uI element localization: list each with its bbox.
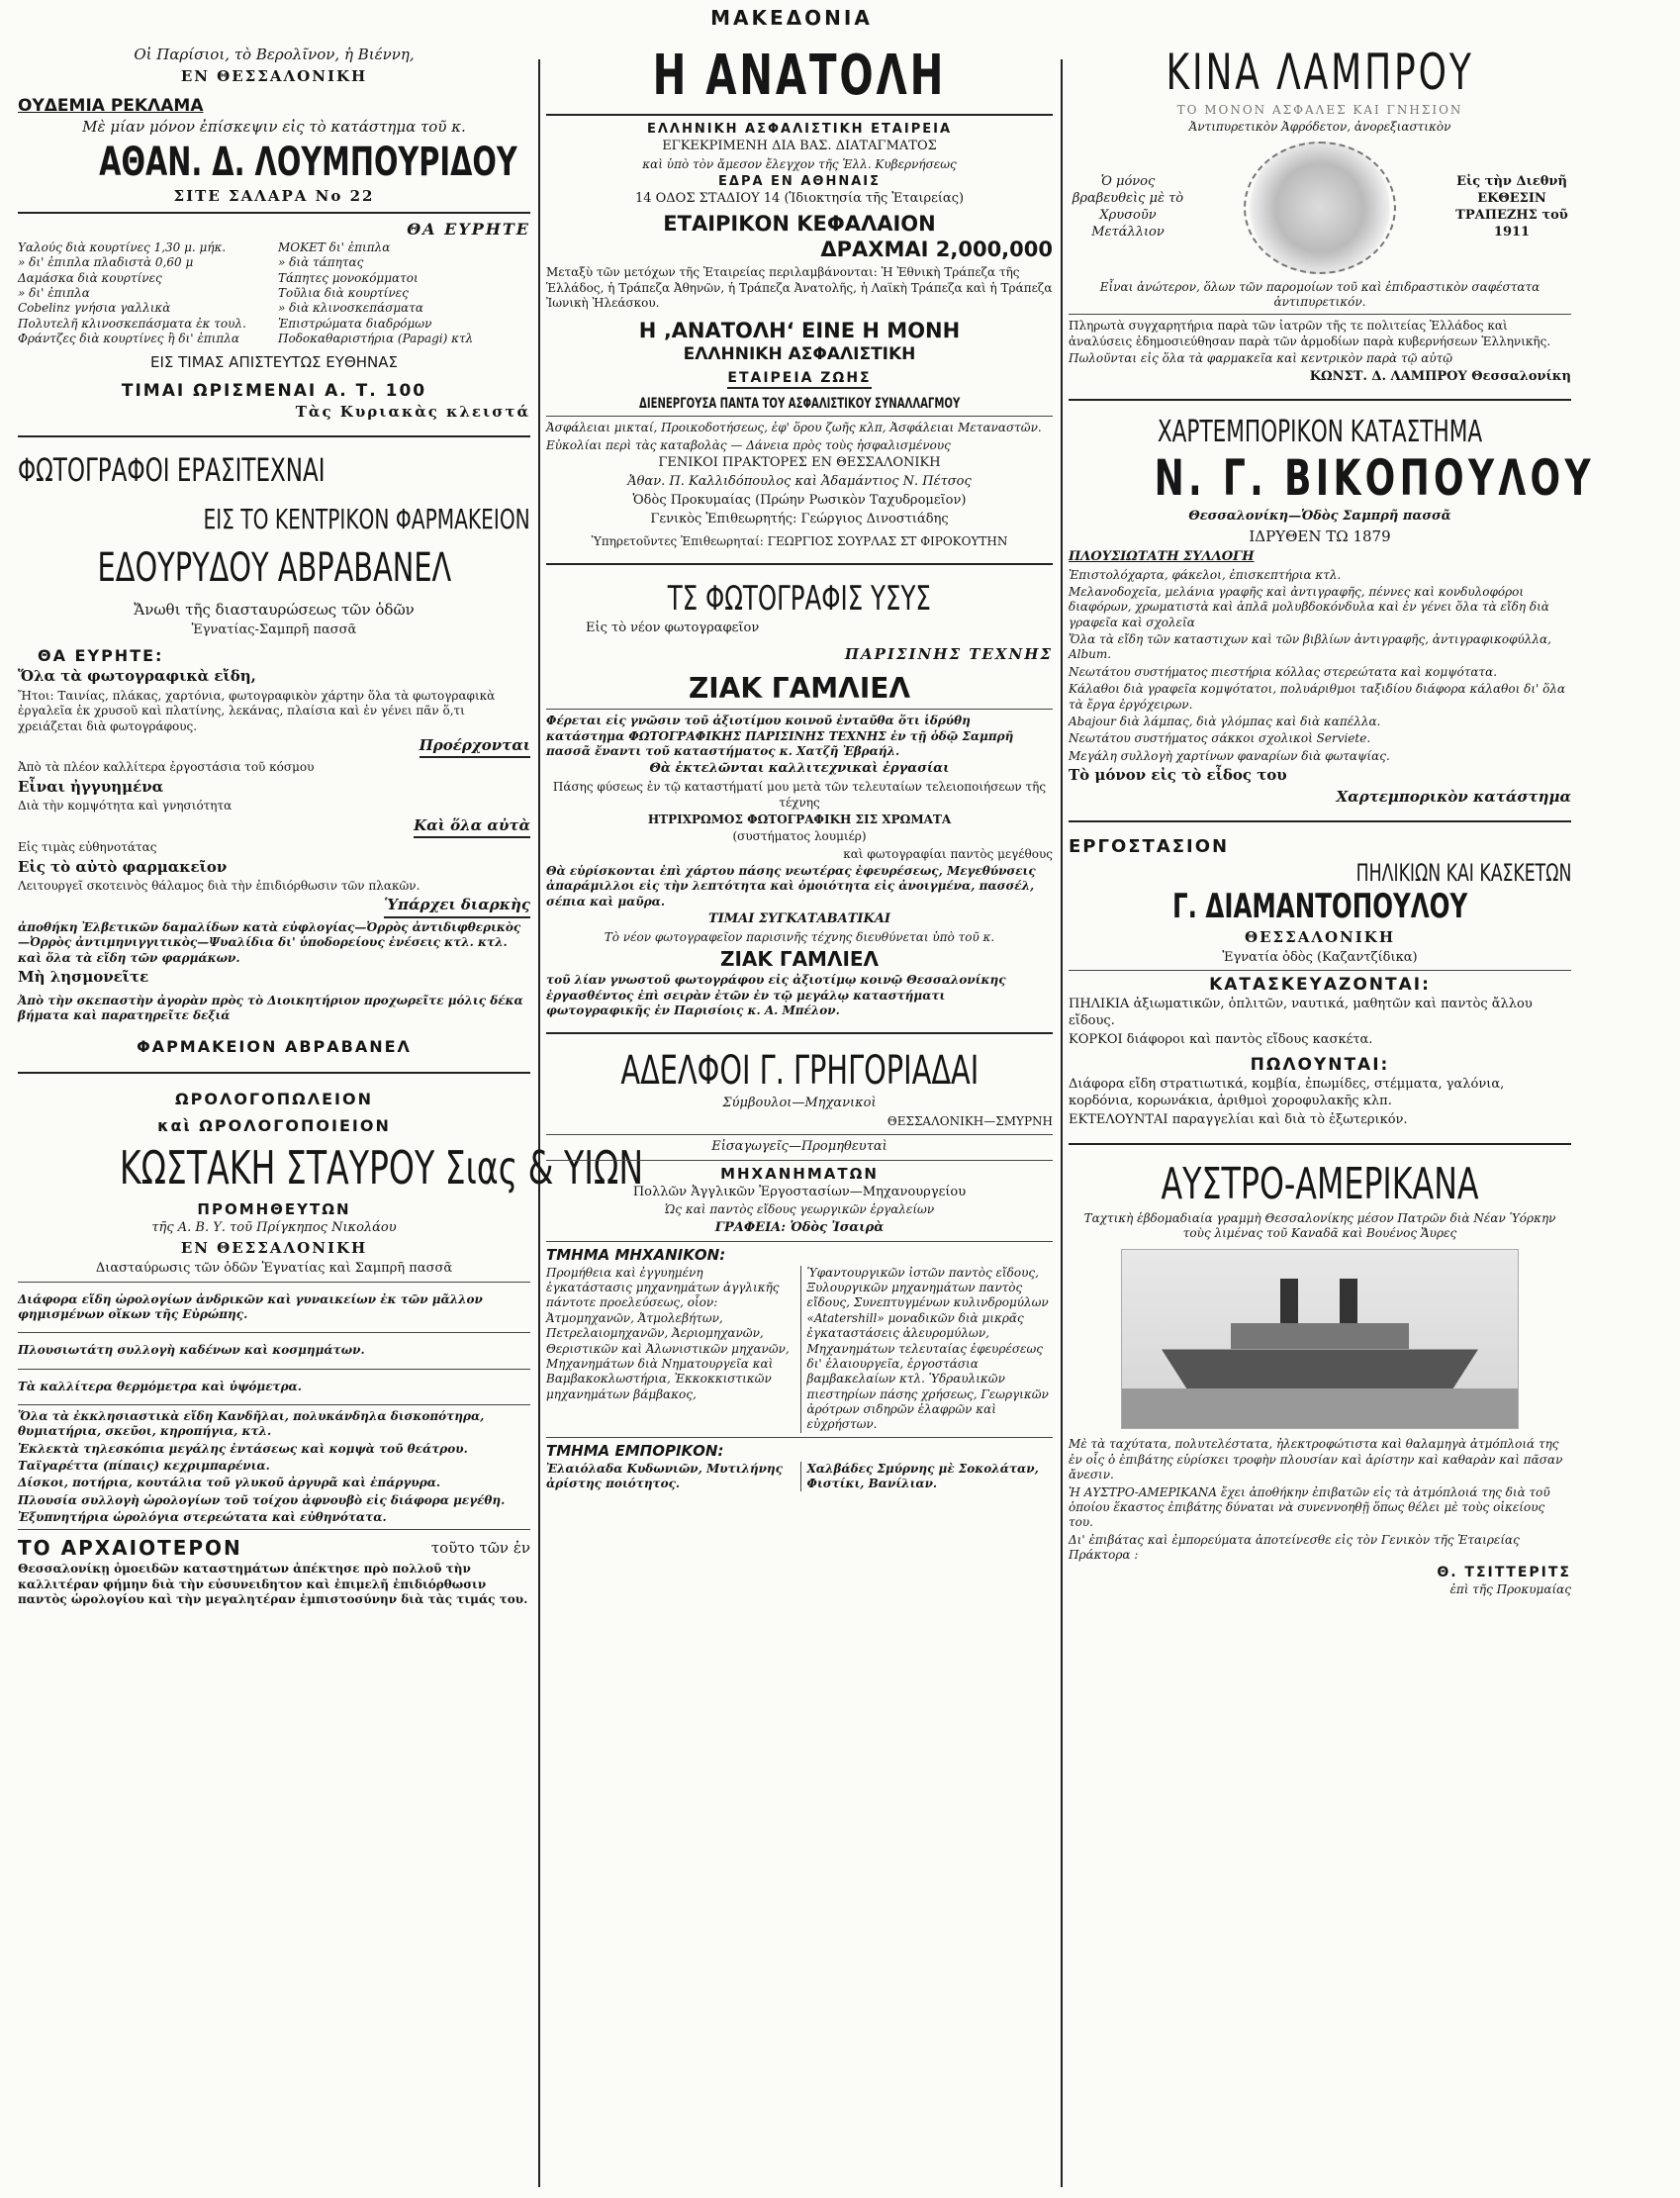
body-text: Ἀπὸ τὴν σκεπαστὴν ἀγορὰν πρὸς τὸ Διοικητήριον πρoχωρεῖτε μόλις δέκα βήματα καὶ παρατηρεῖτε δεξιά: [18, 993, 523, 1022]
body-text: Τὸ νέον φωτογραφεῖον παρισινῆς τέχνης διευθύνεται ὑπὸ τοῦ κ.: [604, 929, 995, 944]
agents-names: Ἀθαν. Π. Καλλιδόπουλος καὶ Ἀδαμάντιος Ν. Πέτσος: [627, 473, 972, 489]
body-text: Μεταξὺ τῶν μετόχων τῆς Ἑταιρείας περιλαμβάνονται: Ἡ Ἐθνικὴ Τράπεζα τῆς Ἑλλάδος, ἡ Τράπεζα Ἀθηνῶν, ἡ Τράπεζα Ἀνατολῆς, ἡ Λαϊκὴ Τράπεζα καὶ ἡ Τράπεζα Ἰωνικὴ Ἠλεάσκου.: [546, 265, 1053, 310]
headline: Η ‚ΑΝΑΤΟΛΗ‘ ΕΙΝΕ Η ΜΟΝΗ: [638, 319, 961, 343]
seat-line: ΕΔΡΑ ΕΝ ΑΘΗΝΑΙΣ: [718, 174, 881, 190]
body-text: Τὰ καλλίτερα θερμόμετρα καὶ ὑψόμετρα.: [18, 1379, 302, 1393]
list-item: Δαμάσκα διὰ κουρτίνες: [18, 270, 162, 285]
body-text: Εἰς τὸ αὐτὸ φαρμακεῖον: [18, 857, 228, 876]
body-text: Μὲ τὰ ταχύτατα, πολυτελέστατα, ἠλεκτροφώτιστα καὶ θαλαμηγὰ ἀτμόπλοιά της ἐν οἷς ὁ ἐπιβάτης εὑρίσκει τροφὴν πλουσίαν καὶ ἀρίστην καὶ καθαρὰν καὶ πᾶσαν ἄνεσιν.: [1069, 1437, 1563, 1482]
ad-heading: ΟΥΔΕΜΙΑ ΡΕΚΛΑΜΑ: [18, 96, 204, 116]
list-item: ΜΟΚΕΤ δι' ἐπιπλα: [278, 240, 391, 254]
section-label: Ὑπάρχει διαρκὴς: [384, 896, 530, 918]
body-text: Ἀπὸ τὰ πλέον καλλίτερα ἐργοστάσια τοῦ κόσμου: [18, 760, 315, 775]
body-text: Μεγάλη συλλογὴ χαρτίνων φαναρίων διὰ φωταψίας.: [1069, 748, 1390, 763]
body-text: Δίσκοι, ποτήρια, κουτάλια τοῦ γλυκοῦ ἀργυρᾶ καὶ ἐπάργυρα.: [18, 1476, 441, 1490]
ad-heading: ΠΑΡΙΣΙΝΗΣ ΤΕΧΝΗΣ: [844, 644, 1053, 663]
body-text: ΚΟΡΚΟΙ διάφοροι καὶ παντὸς εἴδους κασκέτα.: [1069, 1032, 1373, 1048]
headline: ΔΙΕΝΕΡΓΟΥΣΑ ΠΑΝΤΑ ΤΟΥ ΑΣΦΑΛΙΣΤΙΚΟΥ ΣΥΝΑΛΛΑΓΜΟΥ: [638, 396, 961, 413]
dept-heading: ΤΜΗΜΑ ΜΗΧΑΝΙΚΟΝ:: [546, 1245, 726, 1264]
company-subtitle: Σύμβουλοι—Μηχανικοὶ: [722, 1096, 877, 1111]
body-text: Ταϊγαρέττα (πίπαις) κεχριμπαρένια.: [18, 1459, 270, 1474]
column-center: [546, 44, 1053, 2191]
product-subtitle: ΤΟ ΜΟΝΟΝ ΑΣΦΑΛΕΣ ΚΑΙ ΓΝΗΣΙΟΝ: [1176, 103, 1463, 117]
headline: ΕΤΑΙΡΕΙΑ ΖΩΗΣ: [727, 370, 871, 389]
list-item: Τοῦλια διὰ κουρτίνες: [278, 286, 409, 301]
ad-title: ΦΩΤΟΓΡΑΦΟΙ ΕΡΑΣΙΤΕΧΝΑΙ: [18, 451, 326, 490]
section-label: ΚΑΤΑΣΚΕΥΑΖΟΝΤΑΙ:: [1209, 975, 1431, 996]
company-title: Η ΑΝΑΤΟΛΗ: [652, 44, 947, 108]
column-divider: [1061, 59, 1063, 2187]
advert-grigoriadai: [546, 1048, 1053, 1491]
body-text: Abajour διὰ λάμπας, διὰ γλόμπας καὶ διὰ καπέλλα.: [1069, 714, 1381, 728]
machines-heading: ΜΗΧΑΝΗΜΑΤΩΝ: [720, 1164, 879, 1183]
photographer-name: ΖΙΑΚ ΓΑΜΛΙΕΛ: [719, 947, 880, 972]
address-line: Ἐγνατίας-Σαμπρῆ πασσᾶ: [191, 621, 357, 637]
list-item: » διὰ κλινοσκεπάσματα: [278, 301, 424, 316]
address-line: 14 ΟΔΟΣ ΣΤΑΔΙΟΥ 14 (Ἰδιοκτησία τῆς Ἑταιρείας): [634, 191, 965, 207]
advert-austro-americana: [1069, 1159, 1571, 1598]
body-text: καὶ φωτογραφίαι παντὸς μεγέθους: [843, 846, 1053, 861]
office-line: ΓΡΑΦΕΙΑ: Ὁδὸς Ἰσαιρὰ: [714, 1219, 885, 1235]
cities-line: ΘΕΣΣΑΛΟΝΙΚΗ—ΣΜΥΡΝΗ: [887, 1114, 1053, 1129]
company-title: ΑΔΕΛΦΟΙ Γ. ΓΡΗΓΟΡΙΑΔΑΙ: [620, 1048, 979, 1095]
list-item: » δι' ἐπιπλα πλαδιστὰ 0,60 μ: [18, 255, 194, 270]
trade-dept-right: Χαλβάδες Σμύρνης μὲ Σοκολάταν, Φιστίκι, Βανίλιαν.: [800, 1462, 1054, 1492]
headline: ΕΛΛΗΝΙΚΗ ΑΣΦΑΛΙΣΤΙΚΗ: [683, 344, 916, 365]
collection-label: ΠΛΟΥΣΙΩΤΑΤΗ ΣΥΛΛΟΓΗ: [1069, 548, 1255, 564]
list-item: Υαλούς διὰ κουρτίνες 1,30 μ. μήκ.: [18, 240, 227, 254]
company-type: ΕΛΛΗΝΙΚΗ ΑΣΦΑΛΙΣΤΙΚΗ ΕΤΑΙΡΕΙΑ: [646, 122, 953, 137]
advert-lamprou: [1069, 44, 1571, 385]
route-line: Ταχτικὴ ἑβδομαδιαία γραμμὴ Θεσσαλονίκης μέσον Πατρῶν διὰ Νέαν Ὑόρκην τοὺς λιμένας τοῦ Καναδᾶ καὶ Βουένος Ἄυρες: [1083, 1210, 1556, 1241]
advert-diamantopoulou: [1069, 836, 1571, 1129]
body-text: Διάφορα εἴδη ὡρολογίων ἀνδρικῶν καὶ γυναικείων ἐκ τῶν μᾶλλον φημισμένων οἴκων τῆς Εὐρώπης.: [18, 1291, 483, 1321]
section-label: ΠΩΛΟΥΝΤΑΙ:: [1250, 1055, 1390, 1076]
address-line: Ἄνωθι τῆς διασταυρώσεως τῶν ὁδῶν: [134, 601, 415, 620]
body-text: Νεωτάτου συστήματος σάκκοι σχολικοὶ Serviete.: [1069, 731, 1371, 746]
company-title: ΑΥΣΤΡΟ-ΑΜΕΡΙΚΑΝΑ: [1161, 1158, 1479, 1209]
trade-dept-left: Ἐλαιόλαδα Κυδωνιῶν, Μυτιλήνης ἀρίστης ποιότητος.: [546, 1461, 783, 1491]
body-text: Μὴ λησμονεῖτε: [18, 968, 149, 986]
body-text: ΕΚΤΕΛΟΥΝΤΑΙ παραγγελίαι καὶ διὰ τὸ ἐξωτερικόν.: [1069, 1111, 1408, 1127]
address-line: Ἐγνατία ὁδὸς (Καζαντζίδικα): [1222, 949, 1418, 965]
list-item: » δι' ἐπιπλα: [18, 286, 90, 301]
patron-line: τῆς Α. Β. Υ. τοῦ Πρίγκηπος Νικολάου: [151, 1220, 397, 1236]
steamship-image: [1121, 1249, 1519, 1429]
body-text: Πληρωτὰ συγχαρητήρια παρὰ τῶν ἰατρῶν τῆς τε πολιτείας Ἑλλάδος καὶ ἀναλύσεις ἐδημοσιεύθησαν παρὰ τῶν ἀρμοδίων παρὰ κυβερνήσεων Ἑλληνικῆς.: [1069, 319, 1551, 348]
agents-address: Ὁδὸς Προκυμαίας (Πρώην Ρωσικὸν Ταχυδρομεῖον): [632, 492, 967, 508]
body-text: ἀποθήκη Ἐλβετικῶν δαμαλίδων κατὰ εὐφλογίας—Ὀρρὸς ἀντιδιφθερικὸς —Ὀρρὸς ἀντιμηνιγγιτικὸς—Ψυαλίδια δι' ὑποδορείους ἐνέσεις κτλ. κτλ. καὶ ὅλα τὰ εἴδη τῶν φαρμάκων.: [18, 919, 521, 965]
seal-icon: [1244, 142, 1396, 274]
photographer-name: ΖΙΑΚ ΓΑΜΛΙΕΛ: [688, 672, 911, 706]
ad-line: Μὲ μίαν μόνον ἐπίσκεψιν εἰς τὸ κατάστημα τοῦ κ.: [82, 118, 466, 136]
list-item: Ποδοκαθαριστήρια (Papagi) κτλ: [278, 332, 474, 346]
trade-dept-columns: [546, 1462, 1053, 1492]
body-text: Νεωτάτου συστήματος πιεστήρια κόλλας στερεώτατα καὶ κομψότατα.: [1069, 664, 1498, 679]
founded-line: ΙΔΡΥΘΕΝ ΤΩ 1879: [1249, 527, 1391, 546]
shop-owner-name: ΑΘΑΝ. Δ. ΛΟΥΜΠΟΥΡΙΔΟΥ: [99, 139, 517, 185]
body-text: Λειτουργεῖ σκοτεινὸς θάλαμος διὰ τὴν ἐπιδιόρθωσιν τῶν πλακῶν.: [18, 879, 420, 894]
body-text: Ὅλα τὰ ἐκκλησιαστικὰ εἴδη Κανδῆλαι, πολυκάνδηλα δισκοπότηρα, θυμιατήρια, σκεῦοι, κηροπήγια, κτλ.: [18, 1408, 485, 1439]
inspector-line: Γενικὸς Ἐπιθεωρητής: Γεώργιος Δινοστιάδης: [650, 511, 949, 526]
body-text: Θὰ εὑρίσκονται ἐπὶ χάρτου πάσης νεωτέρας ἐφευρέσεως, Μεγεθύνσεις ἀπαράμιλλοι εἰς τὴν λεπτότητα καὶ ὁμοιότητα εἰς ἀνοιγμένα, πασσέλ, σέπια καὶ μαῦρα.: [546, 864, 1036, 908]
body-text: ΤΙΜΑΙ ΣΥΓΚΑΤΑΒΑΤΙΚΑΙ: [708, 911, 890, 927]
factory-subtitle: ΠΗΛΙΚΙΩΝ ΚΑΙ ΚΑΣΚΕΤΩΝ: [1355, 859, 1571, 887]
control-line: καὶ ὑπὸ τὸν ἄμεσον ἔλεγχον τῆς Ἑλλ. Κυβερνήσεως: [642, 156, 957, 171]
ad-title: ΕΙΣ ΤΟ ΚΕΝΤΡΙΚΟΝ ΦΑΡΜΑΚΕΙΟΝ: [203, 503, 530, 536]
agents-label: ΓΕΝΙΚΟΙ ΠΡΑΚΤΟΡΕΣ ΕΝ ΘΕΣΣΑΛΟΝΙΚΗ: [658, 454, 941, 470]
body-text: Εὐκολίαι περὶ τὰς καταβολὰς — Δάνεια πρὸς τοὺς ἠσφαλισμένους: [546, 437, 951, 452]
advert-vikopoulou: [1069, 415, 1595, 807]
machines-line: Πολλῶν Ἀγγλικῶν Ἐργοστασίων—Μηχανουργείου: [632, 1184, 967, 1199]
body-text: Ἀσφάλειαι μικταί, Προικοδοτήσεως, ἐφ' ὅρου ζωῆς κλπ, Ἀσφάλειαι Μεταναστῶν.: [546, 421, 1042, 435]
body-text: Ἤτοι: Ταινίας, πλάκας, χαρτόνια, φωτογραφικὸν χάρτην ὅλα τὰ φωτογραφικὰ ἐργαλεῖα ἐκ χρυσοῦ καὶ πλατίνης, λεκάνας, πλαίσια καὶ ἐν γένει πᾶν ὅ,τι χρειάζεται διὰ φωτογράφους.: [18, 688, 496, 733]
ad-title: ΤΣ ΦΩΤΟΓΡΑΦΙΣ ΥΣΥΣ: [667, 578, 932, 619]
body-text: Δι' ἐπιβάτας καὶ ἐμπορεύματα ἀποτείνεσθε εἰς τὸν Γενικὸν τῆς Ἑταιρείας Πράκτορα :: [1069, 1532, 1520, 1562]
ad-heading: καὶ ΩΡΟΛΟΓΟΠΟΙΕΙΟΝ: [157, 1116, 391, 1136]
ad-heading: ΩΡΟΛΟΓΟΠΩΛΕΙΟΝ: [175, 1090, 373, 1109]
factory-title: ΕΡΓΟΣΤΑΣΙΟΝ: [1069, 836, 1230, 857]
list-item: » διὰ τάπητας: [278, 255, 364, 270]
intro-line: Οἱ Παρίσιοι, τὸ Βερολῖνον, ἡ Βιέννη,: [134, 46, 415, 63]
body-text: (συστήματος λουμιέρ): [732, 829, 867, 844]
supplier-label: ΠΡΟΜΗΘΕΥΤΩΝ: [197, 1200, 351, 1219]
body-text: Πλουσία συλλογὴ ὡρολογίων τοῦ τοίχου ἀφνουβὸ εἰς διάφορα μεγέθη.: [18, 1492, 506, 1507]
section-label: Καὶ ὅλα αὐτὰ: [414, 816, 530, 839]
factory-owner: Γ. ΔΙΑΜΑΝΤΟΠΟΥΛΟΥ: [1171, 887, 1468, 926]
body-text: Ὅλα τὰ φωτογραφικὰ εἴδη,: [18, 667, 256, 686]
body-text: Πάσης φύσεως ἐν τῷ καταστήματί μου μετὰ τῶν τελευταίων τελειοποιήσεων τῆς τέχνης: [552, 780, 1047, 810]
body-text: Διάφορα εἴδη στρατιωτικά, κομβία, ἐπωμίδες, στέμματα, γαλόνια, κορδόνια, κορωνάκια, ἀριθμοὶ χοροφυλακῆς κλπ.: [1069, 1077, 1505, 1108]
body-text: Εἰς τιμὰς εὐθηνοτάτας: [18, 840, 157, 855]
agent-name: Θ. ΤΣΙΤΤΕΡΙΤΣ: [1437, 1565, 1571, 1581]
body-text: Διὰ τὴν κομψότητα καὶ γνησιότητα: [18, 799, 233, 813]
shop-name: ΚΩΣΤΑΚΗ ΣΤΑΥΡΟΥ Σιας & ΥΙΩΝ: [119, 1141, 644, 1195]
oldest-tail: τοῦτο τῶν ἐν: [430, 1538, 530, 1557]
body-text: Εἶναι ἀνώτερον, ὅλων τῶν παρομοίων τοῦ καὶ ἐπιδραστικὸν σαφέστατα ἀντιπυρετικόν.: [1099, 279, 1540, 310]
oldest-label: ΤΟ ΑΡΧΑΙΟΤΕΡΟΝ: [18, 1536, 242, 1561]
advert-anatoli: [546, 44, 1053, 549]
page-title: ΜΑΚΕΔΟΝΙΑ: [710, 6, 873, 30]
body-text: Κάλαθοι διὰ γραφεῖα κομψότατοι, πολυάριθμοι ταξιδίου διάφορα κάλαθοι δι' ὅλα τὰ ἔργα ἐργόχειρων.: [1069, 682, 1566, 712]
body-text: Ἐπιστολόχαρτα, φάκελοι, ἐπισκεπτήρια κτλ.: [1069, 567, 1342, 582]
column-divider: [538, 59, 540, 2187]
pharmacy-footer: ΦΑΡΜΑΚΕΙΟΝ ΑΒΡΑΒΑΝΕΛ: [137, 1037, 412, 1057]
body-text: Πωλοῦνται εἰς ὅλα τὰ φαρμακεῖα καὶ κεντρικὸν παρὰ τῷ αὐτῷ: [1069, 351, 1453, 366]
body-text: τοῦ λίαν γνωστοῦ φωτογράφου εἰς ἀξιοτίμῳ κοινῷ Θεσσαλονίκης ἐργασθέντος ἐπὶ σειρὰν ἐτῶν ἐν τῷ μεγάλῳ καταστήματι φωτογραφικῆς ἐν Παρισίοις κ. Α. Μπέλον.: [546, 973, 1006, 1018]
body-text: Μελανοδοχεῖα, μελάνια γραφῆς καὶ ἀντιγραφῆς, πέννες καὶ κονδυλοφόροι διαφόρων, χρωματιστὰ καὶ ἁπλᾶ μολυβδοκόνδυλα καὶ ἐν γένει ὅλα τὰ εἴδη διὰ γραφεῖα καὶ σχολεῖα: [1069, 585, 1549, 629]
capital-value: ΔΡΑΧΜΑΙ 2,000,000: [820, 238, 1053, 262]
pharmacy-name: ΕΔΟΥΡΥΔΟΥ ΑΒΡΑΒΑΝΕΛ: [97, 545, 451, 592]
will-find-label: ΘΑ ΕΥΡΗΤΕ:: [38, 646, 164, 666]
list-item: Ἐπιστρώματα διαδρόμων: [278, 316, 432, 331]
body-text: Φέρεται εἰς γνῶσιν τοῦ ἀξιοτίμου κοινοῦ ἐνταῦθα ὅτι ἱδρύθη κατάστημα ΦΩΤΟΓΡΑΦΙΚΗΣ ΠΑΡΙΣΙΝΗΣ ΤΕΧΝΗΣ ἐν τῇ ὁδῷ Σαμπρῆ πασσᾶ ἔναντι τοῦ καταστήματος κ. Χατζῆ Ἐβραήλ.: [546, 714, 1014, 758]
product-title: ΚΙΝΑ ΛΑΜΠΡΟΥ: [1166, 44, 1474, 101]
exhibition-text: Εἰς τὴν Διεθνῆ ΕΚΘΕΣΙΝ ΤΡΑΠΕΖΗΣ τοῦ 1911: [1455, 173, 1568, 239]
product-subtitle: Ἀντιπυρετικὸν Ἀφρόδετον, ἀνορεξιαστικὸν: [1188, 120, 1451, 135]
capital-label: ΕΤΑΙΡΙΚΟΝ ΚΕΦΑΛΑΙΟΝ: [663, 212, 936, 237]
body-text: Θὰ ἐκτελῶνται καλλιτεχνικαὶ ἐργασίαι: [649, 761, 950, 777]
ad-subtitle: Εἰς τὸ νέον φωτογραφεῖον: [586, 620, 760, 635]
column-right: [1069, 44, 1595, 2191]
product-list: [18, 240, 530, 347]
city-label: ΕΝ ΘΕΣΣΑΛΟΝΙΚΗ: [180, 1239, 368, 1258]
list-item: Cobelinz γνήσια γαλλικὰ: [18, 301, 171, 316]
list-item: Πολυτελῆ κλινοσκεπάσματα ἐκ τουλ.: [18, 316, 246, 331]
assistant-line: Ὑπηρετοῦντες Ἐπιθεωρηταί: ΓΕΩΡΓΙΟΣ ΣΟΥΡΛΑΣ ΣΤ ΦΙΡΟΚΟΥΤΗΝ: [591, 533, 1008, 548]
shop-owner-name: Ν. Γ. ΒΙΚΟΠΟΥΛΟΥ: [1154, 449, 1595, 508]
body-text: Πλουσιωτάτη συλλογὴ καδένων καὶ κοσμημάτων.: [18, 1343, 365, 1358]
advert-avravanel: [18, 451, 530, 1056]
list-item: Φράντζες διὰ κουρτίνες ἢ δι' ἐπιπλα: [18, 332, 239, 346]
prices-line: ΕΙΣ ΤΙΜΑΣ ΑΠΙΣΤΕΥΤΩΣ ΕΥΘΗΝΑΣ: [150, 352, 398, 371]
body-text: Ἐκλεκτὰ τηλεσκόπια μεγάλης ἐντάσεως καὶ κομψὰ τοῦ θεάτρου.: [18, 1441, 468, 1456]
address-line: Θεσσαλονίκη—Ὁδὸς Σαμπρῆ πασσᾶ: [1188, 509, 1451, 525]
tech-dept-columns: [546, 1266, 1053, 1433]
sunday-closed: Τὰς Κυριακὰς κλειστά: [295, 402, 530, 421]
medal-text: Ὁ μόνος βραβευθεὶς μὲ τὸ Χρυσοῦν Μετάλλιον: [1072, 173, 1184, 239]
tech-dept-left: Προμήθεια καὶ ἐγγυημένη ἐγκατάστασις μηχανημάτων ἀγγλικῆς πάντοτε προελεύσεως, οἷον: Ἀτμομηχανῶν, Ἀτμολεβήτων, Πετρελαιομηχανῶν, Ἀεριομηχανῶν, Θεριστικῶν καὶ Ἀλωνιστικῶν μηχανῶν, Μηχανημάτων διὰ Νηματουργεῖα καὶ Βαμβακοκλωστήρια, Ἐκκοκκιστικῶν μηχανημάτων βάμβακος,: [546, 1265, 790, 1401]
body-text: Χαρτεμπορικὸν κατάστημα: [1336, 787, 1571, 806]
body-text: Τὸ μόνον εἰς τὸ εἶδος του: [1069, 766, 1287, 784]
tech-dept-right: Ὑφαντουργικῶν ἰστῶν παντὸς εἴδους, Ξυλουργικῶν μηχανημάτων παντὸς εἴδους, Συνεπτυγμένων κυλινδρομύλων «Atatershill» μοναδικῶν διὰ μικρᾶς ἐγκαταστάσεις ἀλευρομύλων, Μηχανημάτων τελευταίας ἐφευρέσεως δι' ἐλαιουργεῖα, ἐργοστάσια βαμβακελαίων κτλ. Ὑδραυλικῶν πιεστηρίων πάσης χρήσεως, Γεωργικῶν ἀρότρων σιδηρῶν ἐλαφρῶν καὶ εὐχρήστων.: [800, 1266, 1054, 1433]
importers-line: Εἰσαγωγεῖς—Προμηθευταὶ: [711, 1138, 887, 1154]
machines-line: Ὡς καὶ παντὸς εἴδους γεωργικῶν ἐργαλείων: [664, 1202, 935, 1217]
will-find-label: ΘΑ ΕΥΡΗΤΕ: [407, 220, 530, 239]
body-text: Ἡ ΑΥΣΤΡΟ-ΑΜΕΡΙΚΑΝΑ ἔχει ἀποθήκην ἐπιβατῶν εἰς τὰ ἀτμόπλοιά της διὰ τοῦ ὁποίου ἕκαστος ἐπιβάτης δύναται νὰ συνεννοηθῇ ὅπως θέλει μὲ τοὺς οἰκείους του.: [1069, 1484, 1550, 1530]
section-label: Προέρχονται: [420, 736, 530, 759]
city-label: ΘΕΣΣΑΛΟΝΙΚΗ: [1245, 928, 1395, 946]
body-text: ΠΗΛΙΚΙΑ ἀξιωματικῶν, ὁπλιτῶν, ναυτικά, μαθητῶν καὶ παντὸς ἄλλου εἴδους.: [1069, 997, 1533, 1029]
advert-gamliel: [546, 579, 1053, 1019]
agent-address: ἐπὶ τῆς Προκυμαίας: [1449, 1582, 1571, 1597]
approval-line: ΕΓΚΕΚΡΙΜΕΝΗ ΔΙΑ ΒΑΣ. ΔΙΑΤΑΓΜΑΤΟΣ: [662, 139, 937, 153]
address-line: Διασταύρωσις τῶν ὁδῶν Ἐγνατίας καὶ Σαμπρῆ πασσᾶ: [95, 1260, 453, 1276]
city-label: ΕΝ ΘΕΣΣΑΛΟΝΙΚΗ: [180, 66, 368, 85]
body-text: Θεσσαλονίκῃ ὁμοειδῶν καταστημάτων ἀπέκτησε πρὸ πολλοῦ τὴν καλλιτέραν φήμην διὰ τὴν εὐσυνειδητον καὶ ἐπιμελῆ ἐπιδιόρθωσιν παντὸς ὡρολογίου καὶ τὴν μεγαλητέραν ἐμπιστοσύνην διὰ τὰς τιμάς του.: [18, 1562, 528, 1607]
shop-title: ΧΑΡΤΕΜΠΟΡΙΚΟΝ ΚΑΤΑΣΤΗΜΑ: [1157, 415, 1483, 450]
advert-loumbouridis: [18, 46, 530, 422]
body-text: ΚΩΝΣΤ. Δ. ΛΑΜΠΡΟΥ Θεσσαλονίκη: [1309, 368, 1571, 384]
body-text: Ὅλα τὰ εἴδη τῶν καταστιχων καὶ τῶν βιβλίων ἀντιγραφῆς, ἀντιγραφικοφύλλα, Album.: [1069, 632, 1551, 662]
body-text: ΗΤΡΙΧΡΩΜΟΣ ΦΩΤΟΓΡΑΦΙΚΗ ΣΙΣ ΧΡΩΜΑΤΑ: [647, 812, 952, 826]
dept-heading: ΤΜΗΜΑ ΕΜΠΟΡΙΚΟΝ:: [546, 1441, 724, 1460]
body-text: Ἐξυπνητήρια ὡρολόγια στερεώτατα καὶ εὐθηνότατα.: [18, 1510, 387, 1525]
fixed-prices: ΤΙΜΑΙ ΩΡΙΣΜΕΝΑΙ Α. Τ. 100: [121, 380, 427, 401]
list-item: Τάπητες μονοκόμματοι: [278, 270, 419, 285]
shop-address: ΣΙΤΕ ΣΑΛΑΡΑ Νο 22: [173, 186, 375, 205]
body-text: Εἶναι ἠγγυημένα: [18, 777, 164, 796]
